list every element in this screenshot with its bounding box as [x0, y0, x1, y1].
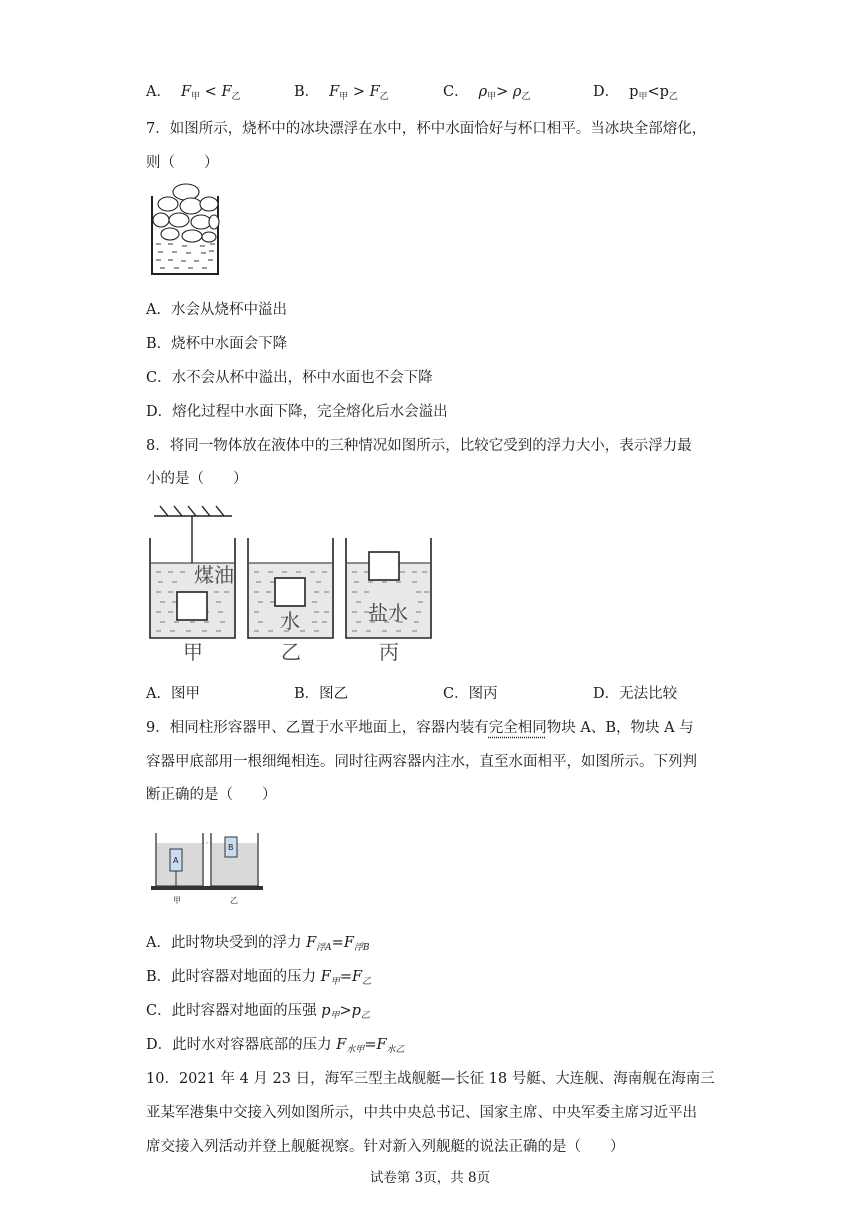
block-a-label: A [173, 856, 179, 865]
block-b-label: B [228, 843, 234, 852]
q8-liquid-label-yi: 水 [280, 609, 300, 633]
q7-stem-line2: 则（ ） [146, 155, 219, 171]
block-yi [275, 578, 305, 606]
q7-option-a[interactable]: A．水会从烧杯中溢出 [146, 302, 287, 318]
q9-option-c[interactable]: C．此时容器对地面的压强 $p_甲>p_乙$ [146, 1003, 370, 1021]
q8-liquid-label-jia: 煤油 [194, 563, 234, 587]
page-footer: 试卷第 3页，共 8页 [369, 1170, 491, 1186]
q7-option-d[interactable]: D．熔化过程中水面下降，完全熔化后水会溢出 [146, 404, 448, 420]
ice-cubes-icon [153, 184, 219, 242]
q7-stem-line1: 7．如图所示，烧杯中的冰块漂浮在水中，杯中水面恰好与杯口相平。当冰块全部熔化， [146, 121, 707, 137]
q9-emphasis-text: 完全相同 [488, 720, 547, 736]
q8-stem-line2: 小的是（ ） [146, 471, 248, 487]
q8-option-b[interactable]: B．图乙 [294, 686, 349, 702]
block-jia [177, 592, 207, 620]
q8-stem-line1: 8．将同一物体放在液体中的三种情况如图所示，比较它受到的浮力大小，表示浮力最 [146, 438, 692, 454]
q9-stem-line2: 容器甲底部用一根细绳相连。同时往两容器内注水，直至水面相平，如图所示。下列判 [146, 754, 697, 770]
q7-option-c[interactable]: C．水不会从杯中溢出，杯中水面也不会下降 [146, 370, 433, 386]
q6-option-b[interactable]: B． $F_甲 > F_乙$ [294, 84, 389, 102]
q9-containers-figure [150, 825, 266, 905]
q7-beaker-figure [146, 182, 226, 278]
q8-liquid-label-bing: 盐水 [368, 601, 408, 625]
q10-stem-line1: 10．2021 年 4 月 23 日，海军三型主战舰艇—长征 18 号艇、大连舰、海南舰在海南三 [146, 1071, 715, 1087]
q9-stem-line3: 断正确的是（ ） [146, 787, 277, 803]
block-bing [369, 552, 399, 580]
q9-stem-line1: 9．相同柱形容器甲、乙置于水平地面上，容器内装有完全相同物块 A、B，物块 A 与 [146, 720, 694, 736]
q8-option-d[interactable]: D．无法比较 [593, 686, 678, 702]
q9-label-jia: 甲 [173, 896, 181, 905]
q8-three-containers-figure [146, 500, 438, 666]
q6-option-a[interactable]: A． $F_甲 < F_乙$ [146, 84, 241, 102]
q6-option-d[interactable]: D． $p_甲<p_乙$ [593, 84, 678, 102]
q7-option-b[interactable]: B．烧杯中水面会下降 [146, 336, 288, 352]
q9-option-a[interactable]: A．此时物块受到的浮力 $F_{浮A}=F_{浮B}$ [146, 935, 370, 953]
q8-figure-label-yi: 乙 [281, 640, 301, 664]
q8-figure-label-jia: 甲 [183, 640, 203, 664]
q8-option-a[interactable]: A．图甲 [146, 686, 200, 702]
q8-figure-label-bing: 丙 [379, 640, 399, 664]
q9-option-d[interactable]: D．此时水对容器底部的压力 $F_{水甲}=F_{水乙}$ [146, 1037, 405, 1055]
q9-label-yi: 乙 [230, 896, 238, 905]
q10-stem-line2: 亚某军港集中交接入列如图所示，中共中央总书记、国家主席、中央军委主席习近平出 [146, 1105, 697, 1121]
q8-option-c[interactable]: C．图丙 [443, 686, 498, 702]
q9-option-b[interactable]: B．此时容器对地面的压力 $F_甲=F_乙$ [146, 969, 372, 987]
q10-stem-line3: 席交接入列活动并登上舰艇视察。针对新入列舰艇的说法正确的是（ ） [146, 1139, 625, 1155]
q6-option-c[interactable]: C． $\rho_甲> \rho_乙$ [443, 84, 531, 102]
